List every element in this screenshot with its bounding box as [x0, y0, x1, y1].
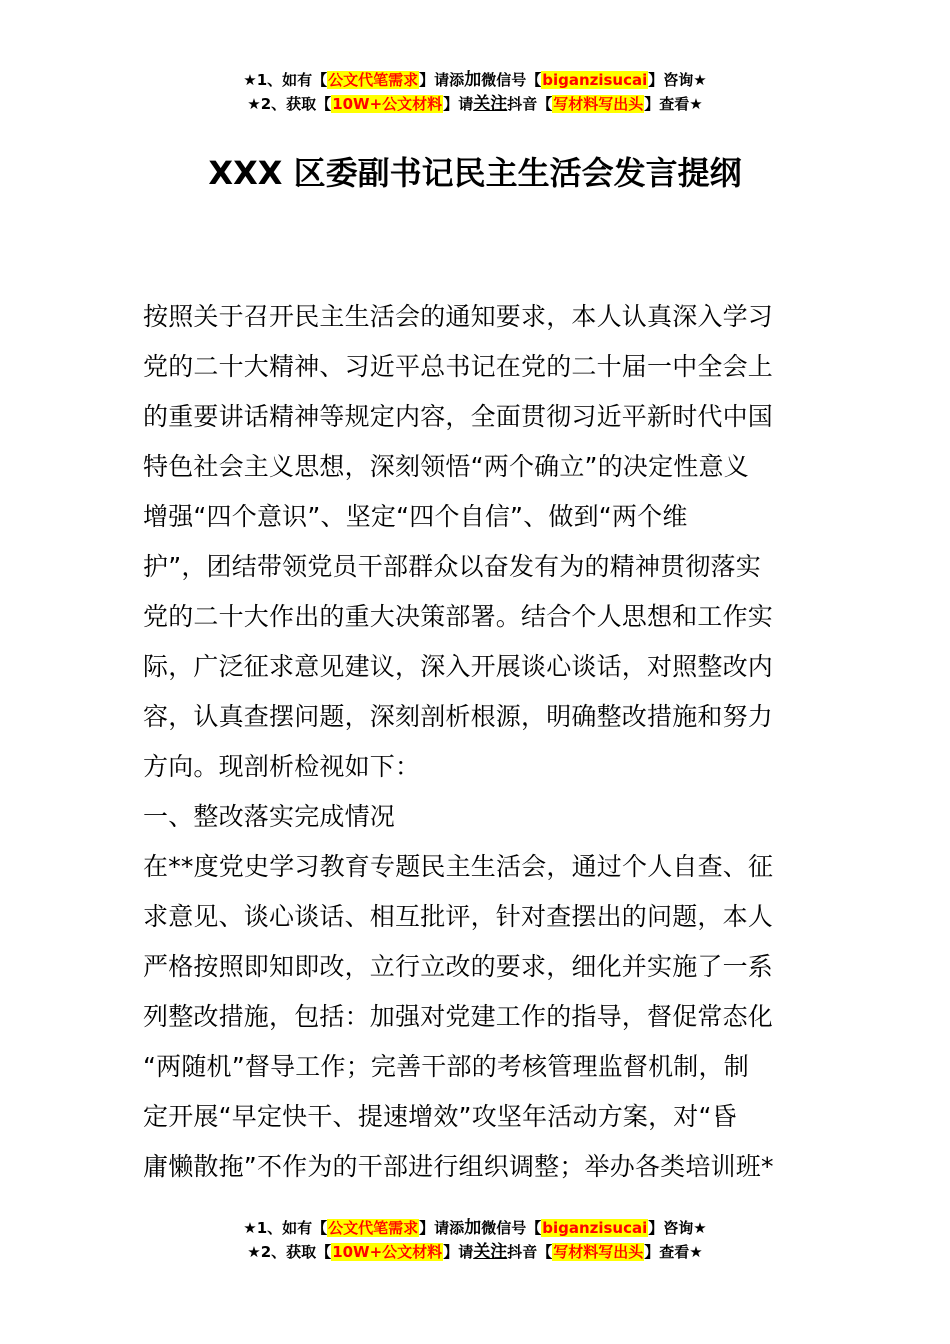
banner-text: 微信号【: [481, 71, 542, 89]
body-line: 的重要讲话精神等规定内容，全面贯彻习近平新时代中国: [143, 402, 774, 431]
body-line: 党的二十大作出的重大决策部署。结合个人思想和工作实: [143, 602, 774, 631]
body-line: 际，广泛征求意见建议，深入开展谈心谈话，对照整改内: [143, 652, 774, 681]
body-line: 方向。现剖析检视如下：: [143, 752, 421, 781]
document-title: XXX 区委副书记民主生活会发言提纲: [208, 154, 742, 192]
banner-text: 抖音【: [507, 95, 553, 113]
banner-text: ★2、获取【: [247, 1243, 332, 1261]
banner-text: 】查看★: [644, 1243, 703, 1261]
banner-highlight: 公文代笔需求: [328, 1219, 419, 1237]
banner-emphasis: 关注: [473, 1242, 508, 1262]
banner-highlight: 10W+公文材料: [332, 1243, 443, 1261]
banner-highlight: 10W+公文材料: [332, 95, 443, 113]
banner-emphasis: 关注: [473, 94, 508, 114]
banner-highlight: biganzisucai: [542, 71, 648, 89]
banner-text: 】请: [443, 1243, 474, 1261]
body-line: 庸懒散拖”不作为的干部进行组织调整；举办各类培训班*: [143, 1152, 774, 1181]
body-line: 求意见、谈心谈话、相互批评，针对查摆出的问题，本人: [143, 902, 774, 931]
banner-emphasis: 加: [464, 70, 482, 90]
banner-line-2: [0, 92, 950, 116]
banner-text: 】咨询★: [648, 71, 707, 89]
banner-line-1: [0, 1216, 950, 1240]
body-line: 按照关于召开民主生活会的通知要求，本人认真深入学习: [143, 302, 774, 331]
banner-text: ★1、如有【: [243, 71, 328, 89]
body-line: 在**度党史学习教育专题民主生活会，通过个人自查、征: [143, 852, 774, 881]
banner-text: 】咨询★: [648, 1219, 707, 1237]
banner-highlight: 写材料写出头: [553, 95, 644, 113]
body-line: “两随机”督导工作；完善干部的考核管理监督机制，制: [143, 1052, 749, 1081]
document-body: [143, 292, 811, 1192]
section-heading: 一、整改落实完成情况: [143, 802, 396, 831]
banner-emphasis: 加: [464, 1218, 482, 1238]
banner-highlight: 公文代笔需求: [328, 71, 419, 89]
banner-line-2: [0, 1240, 950, 1264]
banner-text: 】请添: [419, 71, 465, 89]
banner-text: 微信号【: [481, 1219, 542, 1237]
body-line: 党的二十大精神、习近平总书记在党的二十届一中全会上: [143, 352, 774, 381]
banner-text: 】请添: [419, 1219, 465, 1237]
body-line: 增强“四个意识”、坚定“四个自信”、做到“两个维: [143, 502, 688, 531]
banner-text: ★1、如有【: [243, 1219, 328, 1237]
body-line: 容，认真查摆问题，深刻剖析根源，明确整改措施和努力: [143, 702, 774, 731]
top-banner: [0, 68, 950, 116]
body-line: 护”，团结带领党员干部群众以奋发有为的精神贯彻落实: [143, 552, 761, 581]
banner-highlight: 写材料写出头: [553, 1243, 644, 1261]
banner-line-1: [0, 68, 950, 92]
body-line: 特色社会主义思想，深刻领悟“两个确立”的决定性意义: [143, 452, 749, 481]
banner-text: 】请: [443, 95, 474, 113]
body-line: 定开展“早定快干、提速增效”攻坚年活动方案，对“昏: [143, 1102, 737, 1131]
body-line: 列整改措施，包括：加强对党建工作的指导，督促常态化: [143, 1002, 774, 1031]
banner-text: 抖音【: [507, 1243, 553, 1261]
banner-text: 】查看★: [644, 95, 703, 113]
banner-text: ★2、获取【: [247, 95, 332, 113]
bottom-banner: [0, 1216, 950, 1264]
banner-highlight: biganzisucai: [542, 1219, 648, 1237]
body-line: 严格按照即知即改，立行立改的要求，细化并实施了一系: [143, 952, 774, 981]
